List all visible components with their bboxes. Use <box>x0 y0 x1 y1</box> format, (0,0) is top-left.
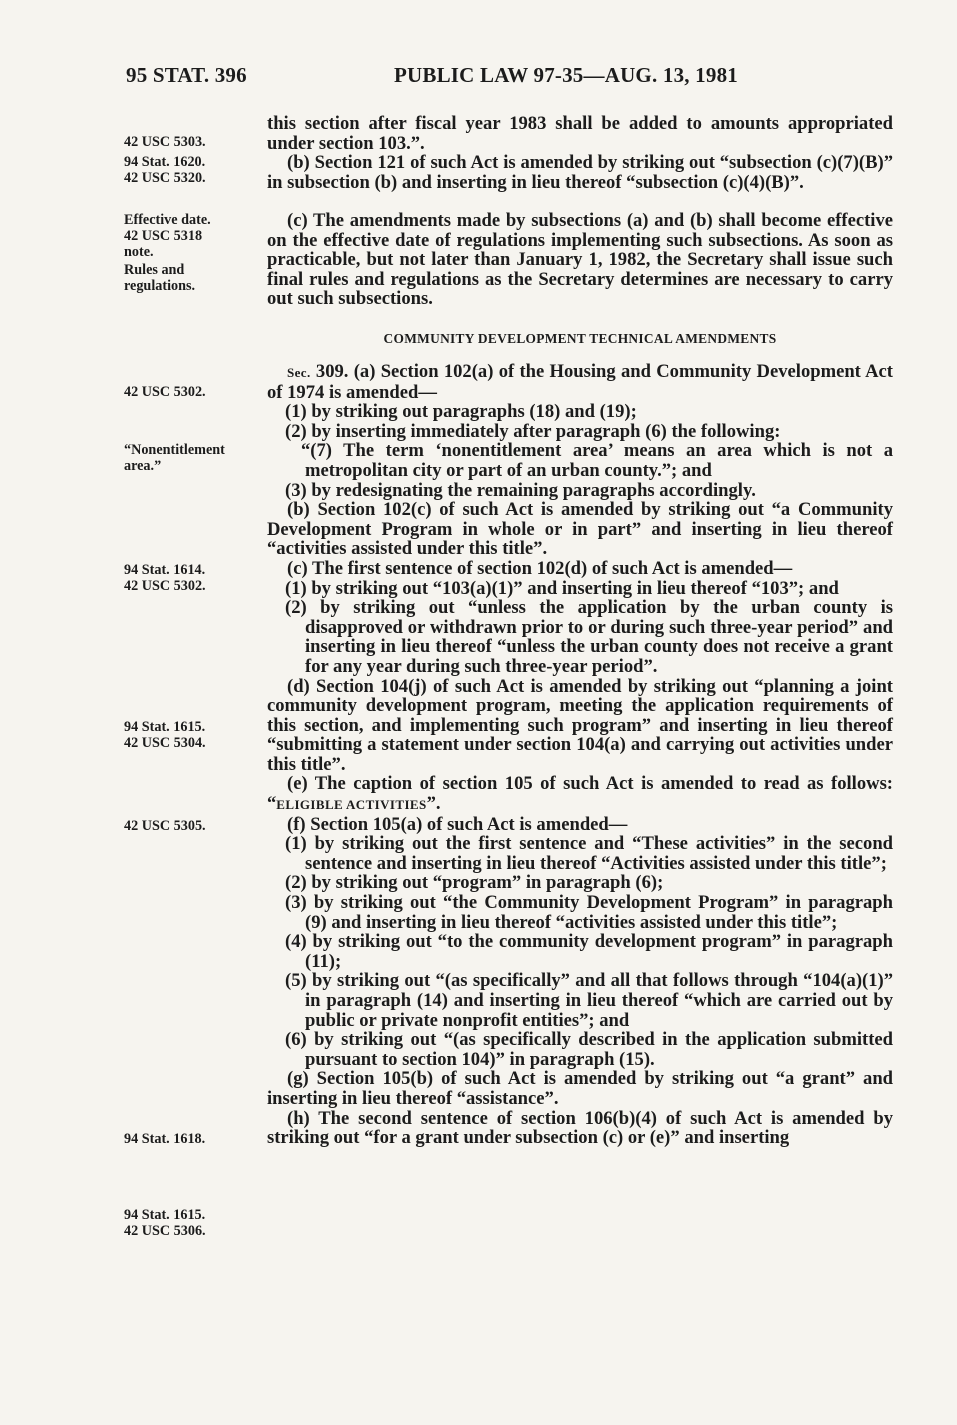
margin-note: 94 Stat. 1615. <box>124 719 206 735</box>
margin-note: 42 USC 5302. <box>124 384 206 400</box>
paragraph: (h) The second sentence of section 106(b)(4) of such Act is amended by striking out “for a grant under subsection (c) or (e)” and inserting <box>267 1107 893 1149</box>
margin-note: “Nonentitlement <box>124 442 225 458</box>
margin-note: 94 Stat. 1614. <box>124 562 206 578</box>
margin-note: 94 Stat. 1620. <box>124 154 206 170</box>
paragraph: (4) by striking out “to the community development program” in paragraph (11); <box>285 931 893 972</box>
margin-note: 42 USC 5320. <box>124 170 206 186</box>
margin-note: 94 Stat. 1618. <box>124 1131 206 1147</box>
paragraph: this section after fiscal year 1983 shall be added to amounts appropriated under section 103.”. <box>267 113 893 154</box>
margin-note: area.” <box>124 458 162 474</box>
paragraph: (b) Section 121 of such Act is amended by striking out “subsection (c)(7)(B)” in subsection (b) and inserting in lieu thereof “subsection (c)(4)(B)”. <box>267 152 893 193</box>
public-law-title: PUBLIC LAW 97-35—AUG. 13, 1981 <box>394 63 738 87</box>
margin-note: 42 USC 5318 <box>124 228 203 244</box>
paragraph: (b) Section 102(c) of such Act is amended by striking out “a Community Development Program in whole or in part” and inserting in lieu thereof “activities assisted under this title”. <box>267 499 893 560</box>
paragraph: (1) by striking out the first sentence and “These activities” in the second sentence and inserting in lieu thereof “Activities assisted under this title”; <box>285 833 893 874</box>
margin-note: regulations. <box>124 278 196 294</box>
margin-note: 42 USC 5306. <box>124 1223 206 1239</box>
body-block-2 <box>267 211 893 309</box>
margin-note: note. <box>124 244 154 260</box>
paragraph-text: ”. <box>426 793 441 815</box>
paragraph: (f) Section 105(a) of such Act is amended— <box>287 813 628 835</box>
margin-note: 42 USC 5304. <box>124 735 206 751</box>
stat-page-number: 95 STAT. 396 <box>126 63 247 87</box>
body-block-1 <box>267 114 893 192</box>
paragraph: (2) by striking out “program” in paragraph (6); <box>285 872 664 894</box>
margin-note: Effective date. <box>124 212 211 228</box>
paragraph <box>267 774 893 814</box>
paragraph: (6) by striking out “(as specifically described in the application submitted pursuant to section 104)” in paragraph (15). <box>285 1029 893 1070</box>
paragraph: (3) by striking out “the Community Development Program” in paragraph (9) and inserting in lieu thereof “activities assisted under this title”; <box>285 892 893 933</box>
paragraph: (2) by striking out “unless the application by the urban county is disapproved or withdrawn prior to or during such three-year period” and inserting in lieu thereof “unless the urban county does not receive a grant for any year during such three-year period”. <box>285 597 893 677</box>
paragraph: (2) by inserting immediately after paragraph (6) the following: <box>285 420 781 442</box>
section-text: 309. (a) Section 102(a) of the Housing and Community Development Act of 1974 is amended— <box>267 361 893 403</box>
section-label: Sec. <box>287 365 311 380</box>
margin-note: 42 USC 5302. <box>124 578 206 594</box>
margin-note: 42 USC 5303. <box>124 134 206 150</box>
paragraph: (g) Section 105(b) of such Act is amended by striking out “a grant” and inserting in lieu thereof “assistance”. <box>267 1068 893 1109</box>
paragraph-text: (e) The caption of section 105 of such Act is amended to read as follows: “ <box>267 773 893 815</box>
margin-note: 94 Stat. 1615. <box>124 1207 206 1223</box>
paragraph: (c) The amendments made by subsections (a) and (b) shall become effective on the effective date of regulations implementing such subsections. As soon as practicable, but not later than January 1, 1982, the Secretary shall issue such final rules and regulations as the Secretary determines are necessary to carry out such subsections. <box>267 210 893 310</box>
body-block-3 <box>267 324 893 1148</box>
paragraph <box>267 362 893 402</box>
paragraph: (5) by striking out “(as specifically” and all that follows through “104(a)(1)” in paragraph (14) and inserting in lieu thereof “which are carried out by public or private nonprofit entities”; and <box>285 970 893 1031</box>
paragraph: (d) Section 104(j) of such Act is amended by striking out “planning a joint community development program, meeting the application requirements of this section, and implementing such program” and inserting in lieu thereof “submitting a statement under section 104(a) and carrying out activities under this title”. <box>267 675 893 775</box>
paragraph: (1) by striking out “103(a)(1)” and inserting in lieu thereof “103”; and <box>285 577 839 599</box>
paragraph: (c) The first sentence of section 102(d) of such Act is amended— <box>287 557 793 579</box>
margin-note: Rules and <box>124 262 185 278</box>
paragraph: “(7) The term ‘nonentitlement area’ means an area which is not a metropolitan city or part of an urban county.”; and <box>301 440 893 481</box>
caption-smallcaps: ELIGIBLE ACTIVITIES <box>276 797 427 813</box>
paragraph: (1) by striking out paragraphs (18) and (19); <box>285 401 637 423</box>
paragraph: (3) by redesignating the remaining paragraphs accordingly. <box>285 479 756 501</box>
margin-note: 42 USC 5305. <box>124 818 206 834</box>
section-heading: COMMUNITY DEVELOPMENT TECHNICAL AMENDMENTS <box>383 331 777 346</box>
